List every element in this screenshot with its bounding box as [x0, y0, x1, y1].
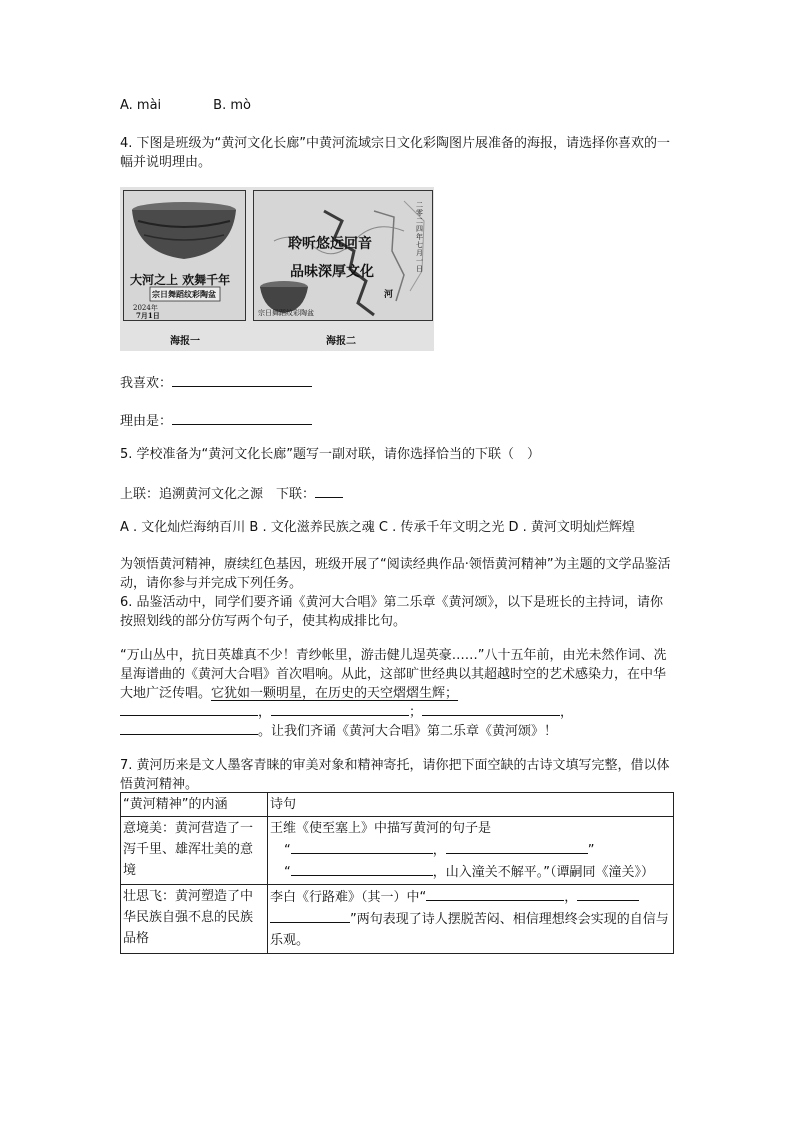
poster2-label: 宗日舞蹈纹彩陶盆 [258, 309, 314, 317]
row2-content: 李白《行路难》（其一）中“ ，”两句表现了诗人摆脱苦闷、相信理想终会实现的自信与乐观。 [268, 885, 674, 954]
bowl-illustration [124, 191, 245, 320]
q6-blank-2[interactable] [271, 701, 409, 716]
activity-intro: 为领悟黄河精神，赓续红色基因，班级开展了“阅读经典作品·领悟黄河精神”为主题的文学品鉴活动，请你参与并完成下列任务。 [120, 557, 671, 591]
table-row [121, 885, 674, 954]
reason-line [120, 410, 672, 431]
q6-underlined-sentence: 它犹如一颗明星，在历史的天空熠熠生辉； [211, 686, 459, 701]
row1-blank-3[interactable] [291, 861, 433, 876]
q6-question: 6. 品鉴活动中，同学们要齐诵《黄河大合唱》第二乐章《黄河颂》，以下是班长的主持词，请你按照划线的部分仿写两个句子，使其构成排比句。 [120, 595, 664, 629]
poster1-caption: 海报一 [170, 336, 200, 347]
q6-blank-line2 [120, 720, 672, 741]
poster1-date-year: 2024年 [133, 304, 158, 312]
q5-question: 5. 学校准备为“黄河文化长廊”题写一副对联，请你选择恰当的下联（ ） [120, 447, 541, 462]
row1-intro: 王维《使至塞上》中描写黄河的句子是 [270, 821, 492, 836]
couplet-text: 上联：追溯黄河文化之源 下联： [120, 487, 316, 502]
row1-line2-tail: ，山入潼关不解平。”（谭嗣同《潼关》） [432, 865, 654, 880]
poster-images [120, 187, 434, 351]
row2-intro: 李白《行路难》（其一）中“ [270, 890, 427, 905]
header-spirit: “黄河精神”的内涵 [121, 793, 268, 817]
poster1-slogan: 大河之上 欢舞千年 [130, 273, 231, 287]
option-b: B. mò [213, 98, 251, 113]
poster2-line1: 聆听悠远回音 [288, 236, 372, 252]
q7-question: 7. 黄河历来是文人墨客青睐的审美对象和精神寄托，请你把下面空缺的古诗文填写完整，借以体悟黄河精神。 [120, 758, 670, 792]
header-poem: 诗句 [268, 793, 674, 817]
row1-label: 意境美：黄河营造了一泻千里、雄浑壮美的意境 [121, 817, 268, 885]
row2-blank-3[interactable] [270, 908, 350, 923]
poster2-side-date: 二零二四年七月一日 [416, 201, 423, 273]
q6-ending: 。让我们齐诵《黄河大合唱》第二乐章《黄河颂》！ [258, 724, 558, 739]
row2-blank-1[interactable] [426, 886, 564, 901]
poster-two [253, 190, 433, 321]
like-blank[interactable] [172, 372, 312, 387]
q3-options [120, 96, 672, 115]
row1-blank-2[interactable] [446, 839, 588, 854]
poster2-caption: 海报二 [326, 336, 356, 347]
q6-passage-text: “万山丛中，抗日英雄真不少！青纱帐里，游击健儿逞英豪……”八十五年前，由光未然作词、冼星海谱曲的《黄河大合唱》首次唱响。从此，这部旷世经典以其超越时空的艺术感染力，在中华大地广泛传唱。 [120, 648, 667, 701]
poster1-date-day: 7月1日 [136, 311, 160, 320]
q6-blank-1[interactable] [120, 701, 258, 716]
table-row [121, 817, 674, 885]
q6-passage [120, 646, 672, 703]
couplet-blank[interactable] [315, 483, 343, 498]
row1-blank-1[interactable] [291, 839, 433, 854]
like-line [120, 372, 672, 393]
q6-blank-4[interactable] [120, 720, 258, 735]
reason-blank[interactable] [172, 410, 312, 425]
row1-line2: “ ，山入潼关不解平。”（谭嗣同《潼关》） [270, 861, 671, 883]
poem-table [120, 792, 674, 954]
option-a: A. mài [120, 98, 162, 113]
row1-line1: “ ， ” [270, 839, 671, 861]
row2-blank-2[interactable] [577, 886, 639, 901]
poster1-banner: 宗日舞蹈纹彩陶盆 [152, 289, 216, 299]
row2-label: 壮思飞：黄河塑造了中华民族自强不息的民族品格 [121, 885, 268, 954]
row2-tail: ”两句表现了诗人摆脱苦闷、相信理想终会实现的自信与乐观。 [270, 912, 669, 948]
poster2-map-char: 河 [384, 290, 394, 300]
q5-couplet [120, 483, 672, 504]
like-label: 我喜欢： [120, 376, 173, 391]
map-illustration [254, 191, 432, 320]
q6-blank-line1: ， ； ， [120, 701, 672, 722]
q6-blank-3[interactable] [422, 701, 560, 716]
row1-content [268, 817, 674, 885]
q4-question: 4. 下图是班级为“黄河文化长廊”中黄河流域宗日文化彩陶图片展准备的海报，请选择你喜欢的一幅并说明理由。 [120, 136, 671, 170]
q5-options: A . 文化灿烂海纳百川 B . 文化滋养民族之魂 C . 传承千年文明之光 D . 黄河文明灿烂辉煌 [120, 520, 635, 535]
reason-label: 理由是： [120, 414, 173, 429]
poster2-line2: 品味深厚文化 [290, 264, 374, 280]
table-row [121, 793, 674, 817]
poster-one [123, 190, 246, 321]
